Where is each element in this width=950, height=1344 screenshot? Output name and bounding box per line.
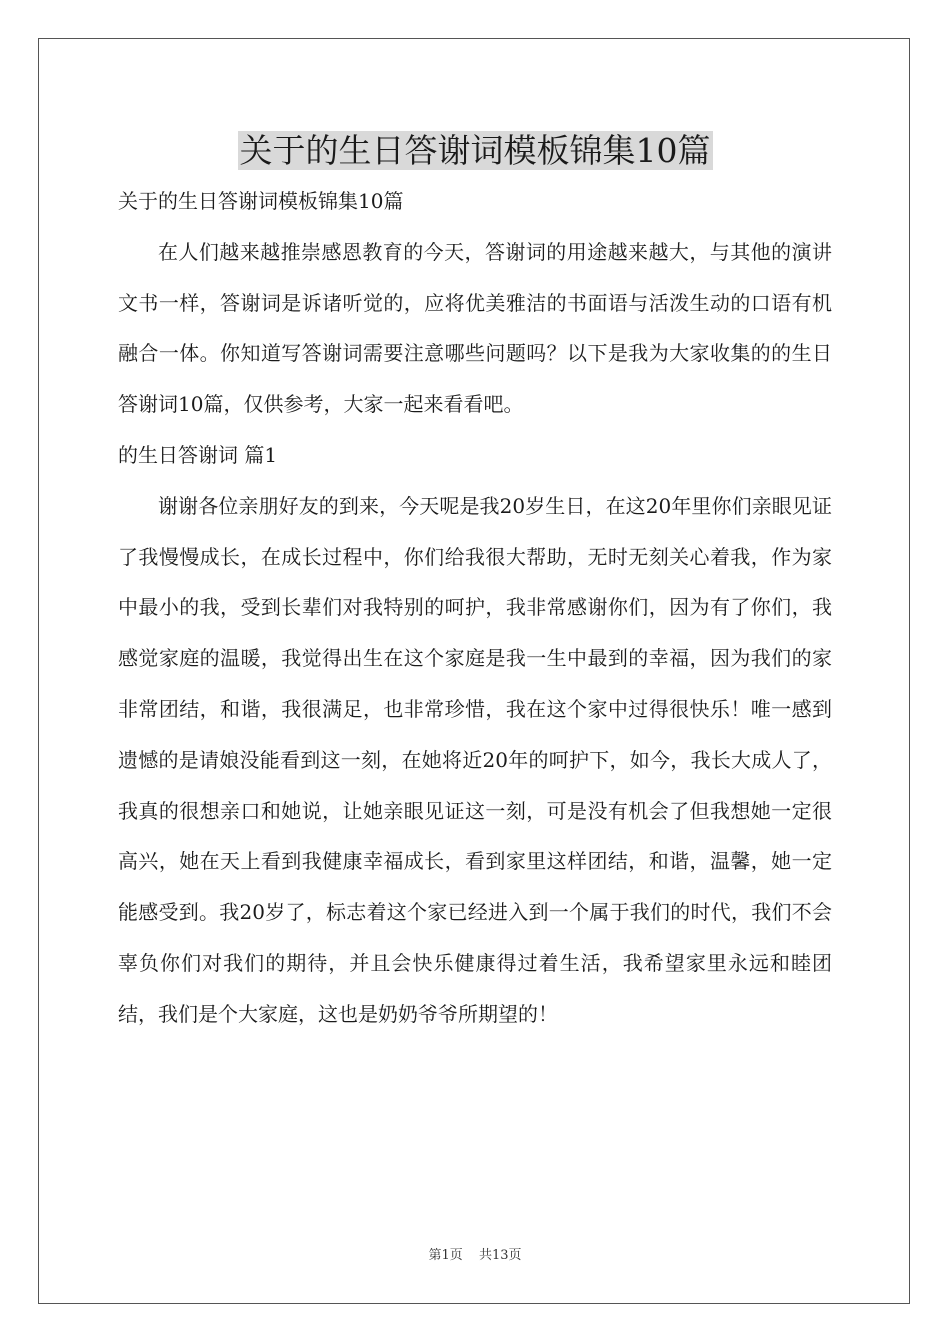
page-footer <box>0 1244 950 1263</box>
document-body <box>118 176 832 1040</box>
intro-paragraph: 在人们越来越推崇感恩教育的今天，答谢词的用途越来越大，与其他的演讲文书一样，答谢词是诉诸听觉的，应将优美雅洁的书面语与活泼生动的口语有机融合一体。你知道写答谢词需要注意哪些问题吗？以下是我为大家收集的的生日答谢词10篇，仅供参考，大家一起来看看吧。 <box>118 239 832 417</box>
section-heading: 的生日答谢词 篇1 <box>118 442 278 467</box>
document-title-text: 关于的生日答谢词模板锦集10篇 <box>239 131 711 170</box>
document-title <box>0 124 950 178</box>
page-number: 第1页 <box>428 1248 463 1263</box>
section-body-paragraph: 谢谢各位亲朋好友的到来，今天呢是我20岁生日，在这20年里你们亲眼见证了我慢慢成长，在成长过程中，你们给我很大帮助，无时无刻关心着我，作为家中最小的我，受到长辈们对我特别的呵护，我非常感谢你们，因为有了你们，我感觉家庭的温暖，我觉得出生在这个家庭是我一生中最到的幸福，因为我们的家非常团结，和谐，我很满足，也非常珍惜，我在这个家中过得很快乐！唯一感到遗憾的是请娘没能看到这一刻，在她将近20年的呵护下，如今，我长大成人了，我真的很想亲口和她说，让她亲眼见证这一刻，可是没有机会了但我想她一定很高兴，她在天上看到我健康幸福成长，看到家里这样团结，和谐，温馨，她一定能感受到。我20岁了，标志着这个家已经进入到一个属于我们的时代，我们不会辜负你们对我们的期待，并且会快乐健康得过着生活，我希望家里永远和睦团结，我们是个大家庭，这也是奶奶爷爷所期望的！ <box>118 493 832 1026</box>
document-subtitle: 关于的生日答谢词模板锦集10篇 <box>118 189 404 213</box>
page-total: 共13页 <box>478 1248 522 1263</box>
